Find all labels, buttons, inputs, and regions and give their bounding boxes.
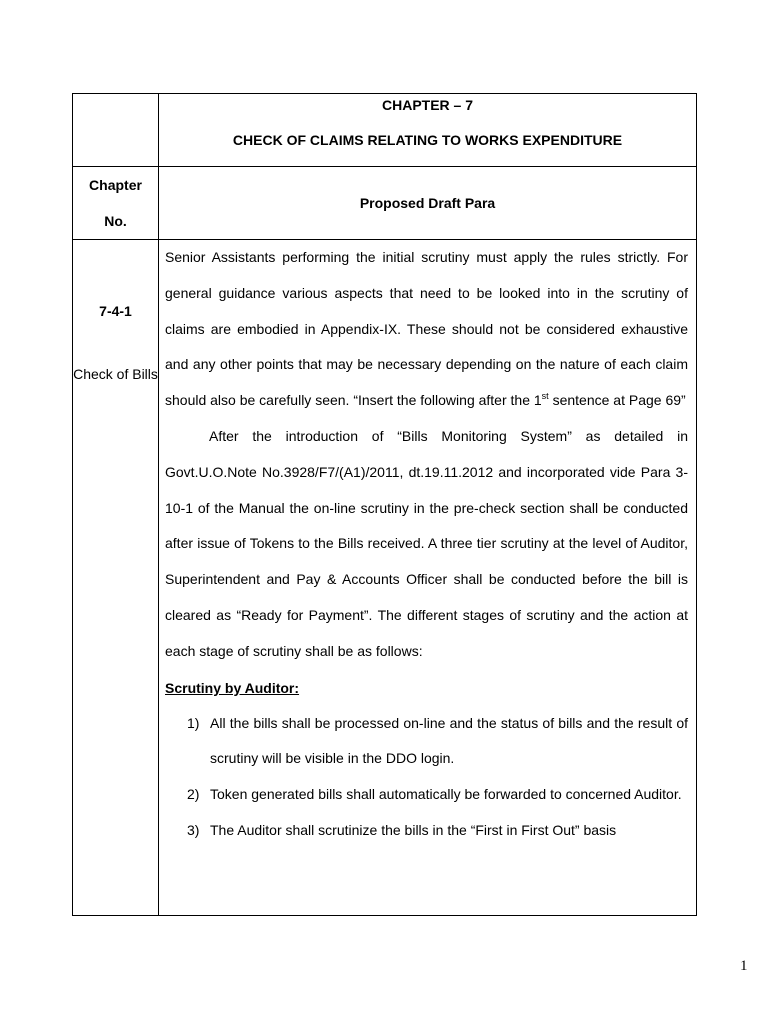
paragraph-1 [165,240,688,419]
scrutiny-subheading: Scrutiny by Auditor: [165,679,300,696]
list-item [165,813,688,849]
title-row [73,94,697,167]
chapter-no-header-line1: Chapter [89,177,142,193]
title-left-cell [73,94,159,167]
paragraph-1-end: sentence at Page 69” [548,392,686,409]
page-number: 1 [740,958,748,974]
para-number: 7-4-1 [99,303,132,319]
list-item [165,706,688,778]
paragraph-1-text: Senior Assistants performing the initial scrutiny must apply the rules strictly. For general guidance various aspects that need to be looked into in the scrutiny of claims are embodied in Appendix-IX. These should not be considered exhaustive and any other points that may be necessary depending on the nature of each claim should also be carefully seen. “Insert the following after the 1 [165,249,688,409]
title-cell [159,94,697,167]
list-item-text: The Auditor shall scrutinize the bills in the “First in First Out” basis [210,821,617,838]
list-item-text: Token generated bills shall automatically be forwarded to concerned Auditor. [210,786,682,803]
list-item-text: All the bills shall be processed on-line and the status of bills and the result of scrutiny will be visible in the DDO login. [210,714,688,767]
para-ref-cell [73,240,159,916]
list-item-number: 2) [187,786,200,803]
paragraph-2: After the introduction of “Bills Monitoring System” as detailed in Govt.U.O.Note No.3928/F7/(A1)/2011, dt.19.11.2012 and incorporated vide Para 3-10-1 of the Manual the on-line scrutiny in the pre-check section shall be conducted after issue of Tokens to the Bills received. A three tier scrutiny at the level of Auditor, Superintendent and Pay & Accounts Officer shall be conducted before the bill is cleared as “Ready for Payment”. The different stages of scrutiny and the action at each stage of scrutiny shall be as follows: [165,427,688,659]
list-item-number: 1) [187,714,200,731]
proposed-draft-para-header: Proposed Draft Para [159,167,697,240]
list-item [165,777,688,813]
ordinal-superscript: st [541,391,549,402]
para-row [73,240,697,916]
chapter-no-header-line2: No. [104,213,127,229]
chapter-heading: CHAPTER – 7 [381,97,474,113]
chapter-no-header [73,167,159,240]
column-header-row [73,167,697,240]
chapter-title: CHECK OF CLAIMS RELATING TO WORKS EXPENDITURE [232,132,623,148]
scrutiny-list [165,706,688,849]
para-title: Check of Bills [73,366,158,382]
draft-para-table [72,93,697,916]
para-text-cell [159,240,697,916]
list-item-number: 3) [187,821,200,838]
